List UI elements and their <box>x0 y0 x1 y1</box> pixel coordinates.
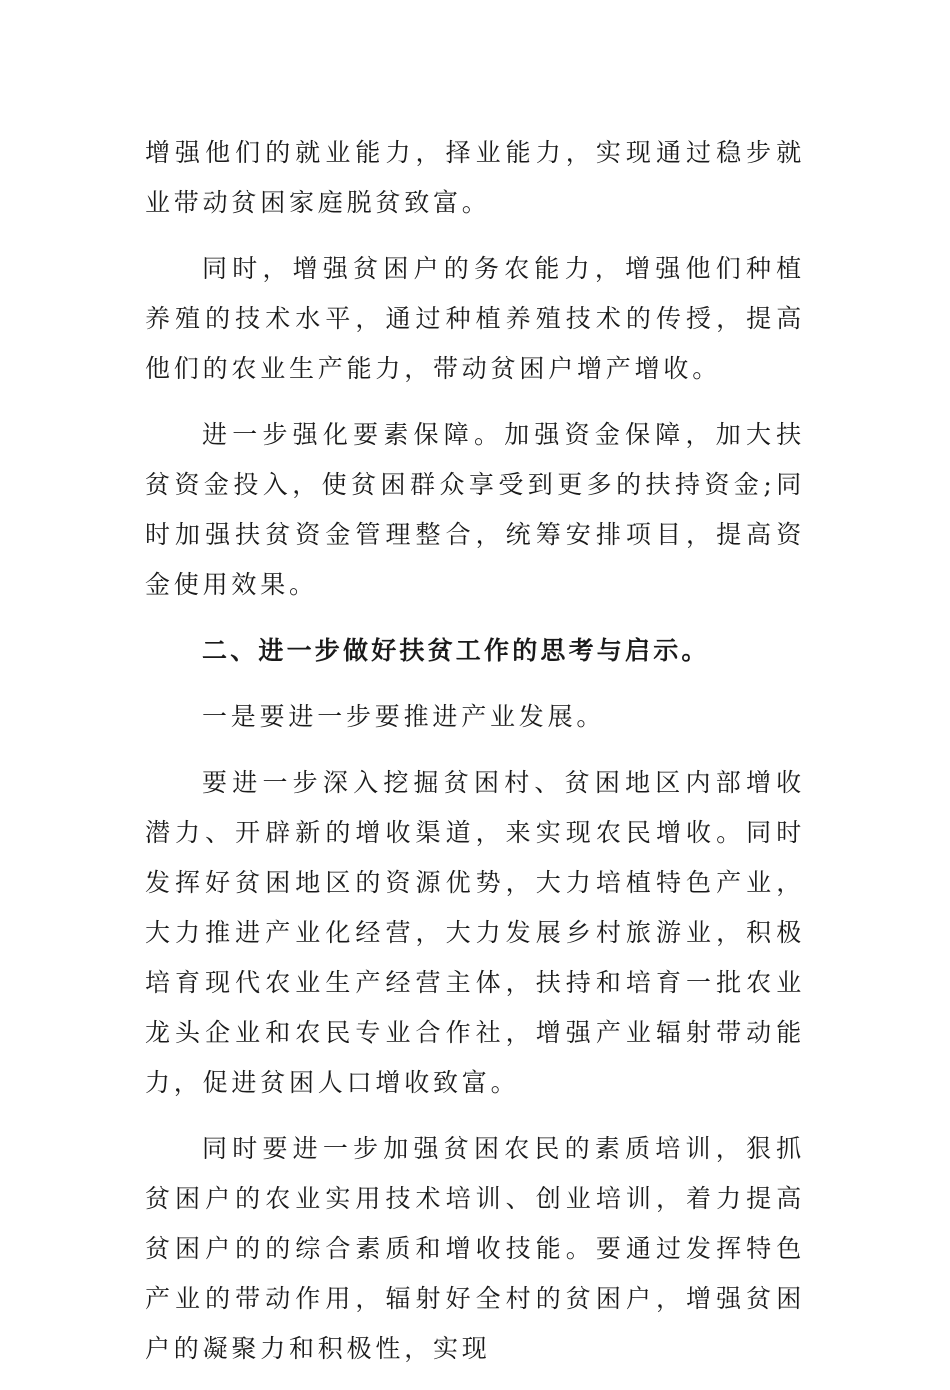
paragraph-industry-development: 一是要进一步要推进产业发展。 <box>202 702 606 731</box>
paragraph-income-potential: 要进一步深入挖掘贫困村、贫困地区内部增收潜力、开辟新的增收渠道，来实现农民增收。同时发挥好贫困地区的资源优势，大力培植特色产业，大力推进产业化经营，大力发展乡村旅游业，积极培育现代农业生产经营主体，扶持和培育一批农业龙头企业和农民专业合作社，增强产业辐射带动能力，促进贫困人口增收致富。 <box>145 768 805 1097</box>
paragraph-funding-guarantee: 进一步强化要素保障。加强资金保障，加大扶贫资金投入，使贫困群众享受到更多的扶持资金;同时加强扶贫资金管理整合，统筹安排项目，提高资金使用效果。 <box>145 420 805 599</box>
document-body <box>145 128 805 1390</box>
paragraph-farming-ability: 同时，增强贫困户的务农能力，增强他们种植养殖的技术水平，通过种植养殖技术的传授，提高他们的农业生产能力，带动贫困户增产增收。 <box>145 254 805 383</box>
paragraph-continuation: 增强他们的就业能力，择业能力，实现通过稳步就业带动贫困家庭脱贫致富。 <box>145 138 805 217</box>
section-heading: 二、进一步做好扶贫工作的思考与启示。 <box>202 636 710 665</box>
paragraph-quality-training: 同时要进一步加强贫困农民的素质培训，狠抓贫困户的农业实用技术培训、创业培训，着力提高贫困户的的综合素质和增收技能。要通过发挥特色产业的带动作用，辐射好全村的贫困户，增强贫困户的凝聚力和积极性，实现 <box>145 1134 805 1363</box>
